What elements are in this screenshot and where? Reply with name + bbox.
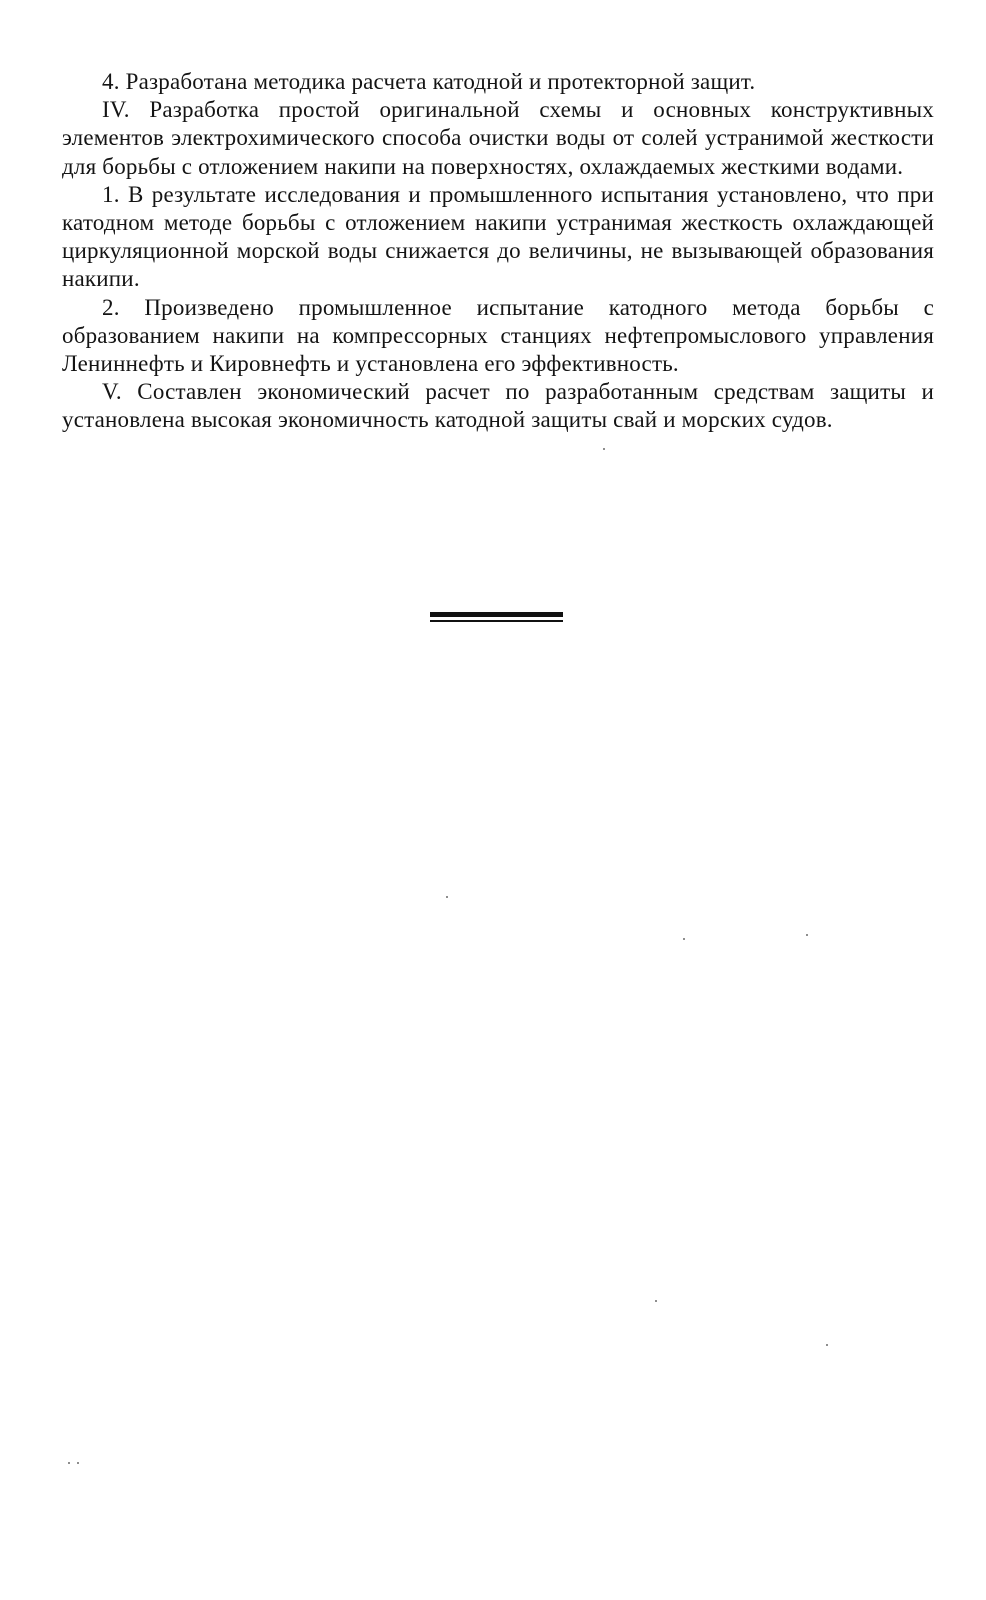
scan-speck [806,934,808,936]
paragraph-item-4: 4. Разработана методика расчета катодной и протекторной защит. [102,69,756,94]
body-text [62,68,934,435]
scan-speck [826,1344,828,1346]
scan-speck [603,448,605,450]
scan-speck [77,1462,79,1464]
end-rule-thick [430,612,563,617]
paragraph-section-v: V. Составлен экономический расчет по разработанным средствам защиты и установлена высокая экономичность катодной защиты свай и морских судов. [62,379,934,433]
paragraph-section-iv: IV. Разработка простой оригинальной схемы и основных конструктивных элементов электрохимического способа очистки воды от солей устранимой жесткости для борьбы с отложением накипи на поверхностях, охлаждаемых жесткими водами. [62,97,934,179]
scan-speck [683,938,685,940]
end-rule-thin [430,620,563,622]
scan-speck [446,896,448,898]
scan-speck [68,1462,70,1464]
paragraph-item-2: 2. Произведено промышленное испытание катодного метода борьбы с образованием накипи на компрессорных станциях нефтепромыслового управления Лениннефть и Кировнефть и установлена его эффективность. [62,294,934,377]
paragraph-item-1: 1. В результате исследования и промышленного испытания установлено, что при катодном методе борьбы с отложением накипи устранимая жесткость охлаждающей циркуляционной морской воды снижается до величины, не вызывающей образования накипи. [62,181,934,292]
scan-speck [655,1300,657,1302]
